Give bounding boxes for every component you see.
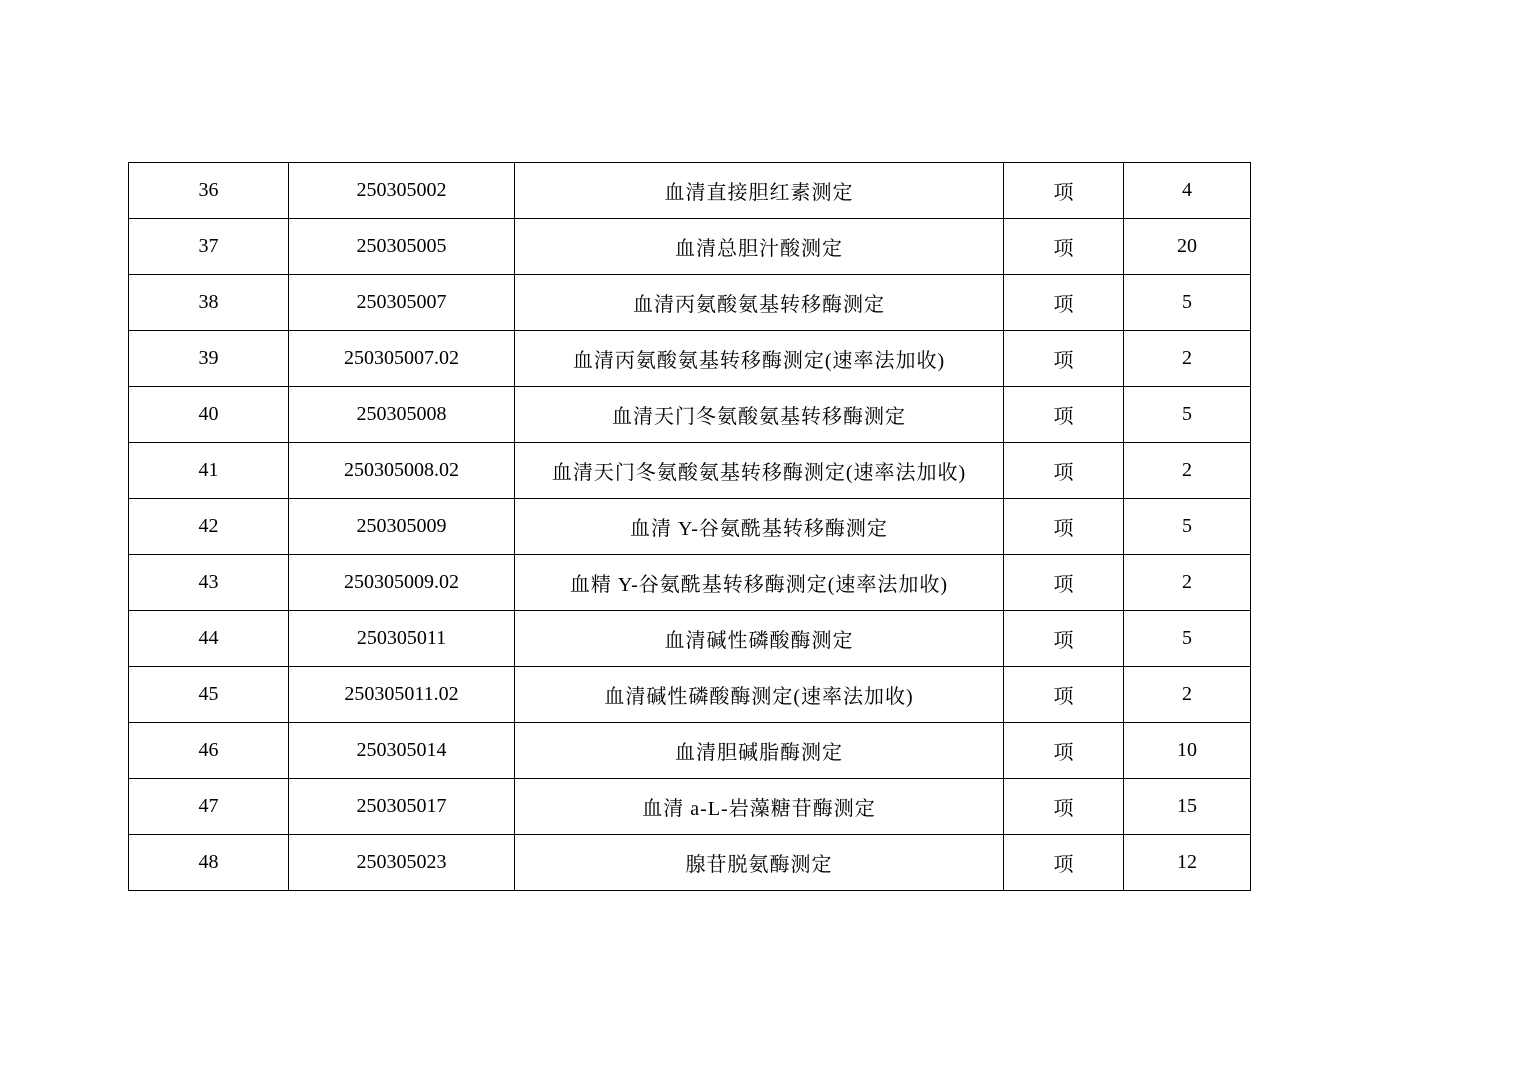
price-cell: 5: [1124, 499, 1251, 555]
item-name-cell: 血清丙氨酸氨基转移酶测定(速率法加收): [515, 331, 1004, 387]
item-name-cell: 血清胆碱脂酶测定: [515, 723, 1004, 779]
seq-cell: 38: [129, 275, 289, 331]
code-cell: 250305002: [289, 163, 515, 219]
code-cell: 250305011: [289, 611, 515, 667]
price-cell: 2: [1124, 443, 1251, 499]
seq-cell: 36: [129, 163, 289, 219]
seq-cell: 37: [129, 219, 289, 275]
table-row: [129, 387, 1251, 443]
item-name-cell: 血清天门冬氨酸氨基转移酶测定: [515, 387, 1004, 443]
table-row: [129, 555, 1251, 611]
seq-cell: 44: [129, 611, 289, 667]
price-cell: 2: [1124, 331, 1251, 387]
price-cell: 12: [1124, 835, 1251, 891]
code-cell: 250305008.02: [289, 443, 515, 499]
seq-cell: 48: [129, 835, 289, 891]
unit-cell: 项: [1004, 611, 1124, 667]
item-name-cell: 血清总胆汁酸测定: [515, 219, 1004, 275]
price-cell: 5: [1124, 387, 1251, 443]
unit-cell: 项: [1004, 219, 1124, 275]
price-table: [128, 162, 1251, 891]
item-name-cell: 血清直接胆红素测定: [515, 163, 1004, 219]
price-cell: 5: [1124, 275, 1251, 331]
code-cell: 250305009: [289, 499, 515, 555]
table-row: [129, 835, 1251, 891]
price-cell: 2: [1124, 667, 1251, 723]
price-cell: 2: [1124, 555, 1251, 611]
item-name-cell: 血清 a-L-岩藻糖苷酶测定: [515, 779, 1004, 835]
item-name-cell: 血清碱性磷酸酶测定(速率法加收): [515, 667, 1004, 723]
item-name-cell: 血清 Y-谷氨酰基转移酶测定: [515, 499, 1004, 555]
unit-cell: 项: [1004, 163, 1124, 219]
unit-cell: 项: [1004, 331, 1124, 387]
unit-cell: 项: [1004, 499, 1124, 555]
item-name-cell: 血清天门冬氨酸氨基转移酶测定(速率法加收): [515, 443, 1004, 499]
seq-cell: 46: [129, 723, 289, 779]
unit-cell: 项: [1004, 555, 1124, 611]
item-name-cell: 血精 Y-谷氨酰基转移酶测定(速率法加收): [515, 555, 1004, 611]
price-cell: 20: [1124, 219, 1251, 275]
seq-cell: 47: [129, 779, 289, 835]
item-name-cell: 血清丙氨酸氨基转移酶测定: [515, 275, 1004, 331]
price-cell: 10: [1124, 723, 1251, 779]
table-row: [129, 443, 1251, 499]
price-cell: 5: [1124, 611, 1251, 667]
code-cell: 250305007.02: [289, 331, 515, 387]
seq-cell: 45: [129, 667, 289, 723]
table-body: [129, 163, 1251, 891]
table-row: [129, 667, 1251, 723]
seq-cell: 43: [129, 555, 289, 611]
table-row: [129, 275, 1251, 331]
item-name-cell: 血清碱性磷酸酶测定: [515, 611, 1004, 667]
unit-cell: 项: [1004, 667, 1124, 723]
price-cell: 4: [1124, 163, 1251, 219]
unit-cell: 项: [1004, 835, 1124, 891]
price-cell: 15: [1124, 779, 1251, 835]
code-cell: 250305007: [289, 275, 515, 331]
seq-cell: 39: [129, 331, 289, 387]
table-row: [129, 611, 1251, 667]
table-row: [129, 499, 1251, 555]
unit-cell: 项: [1004, 387, 1124, 443]
unit-cell: 项: [1004, 779, 1124, 835]
unit-cell: 项: [1004, 275, 1124, 331]
code-cell: 250305005: [289, 219, 515, 275]
code-cell: 250305008: [289, 387, 515, 443]
table-row: [129, 219, 1251, 275]
code-cell: 250305023: [289, 835, 515, 891]
code-cell: 250305017: [289, 779, 515, 835]
code-cell: 250305011.02: [289, 667, 515, 723]
seq-cell: 41: [129, 443, 289, 499]
unit-cell: 项: [1004, 723, 1124, 779]
code-cell: 250305009.02: [289, 555, 515, 611]
table-row: [129, 163, 1251, 219]
code-cell: 250305014: [289, 723, 515, 779]
item-name-cell: 腺苷脱氨酶测定: [515, 835, 1004, 891]
table-row: [129, 779, 1251, 835]
table-row: [129, 331, 1251, 387]
seq-cell: 40: [129, 387, 289, 443]
table-row: [129, 723, 1251, 779]
seq-cell: 42: [129, 499, 289, 555]
unit-cell: 项: [1004, 443, 1124, 499]
